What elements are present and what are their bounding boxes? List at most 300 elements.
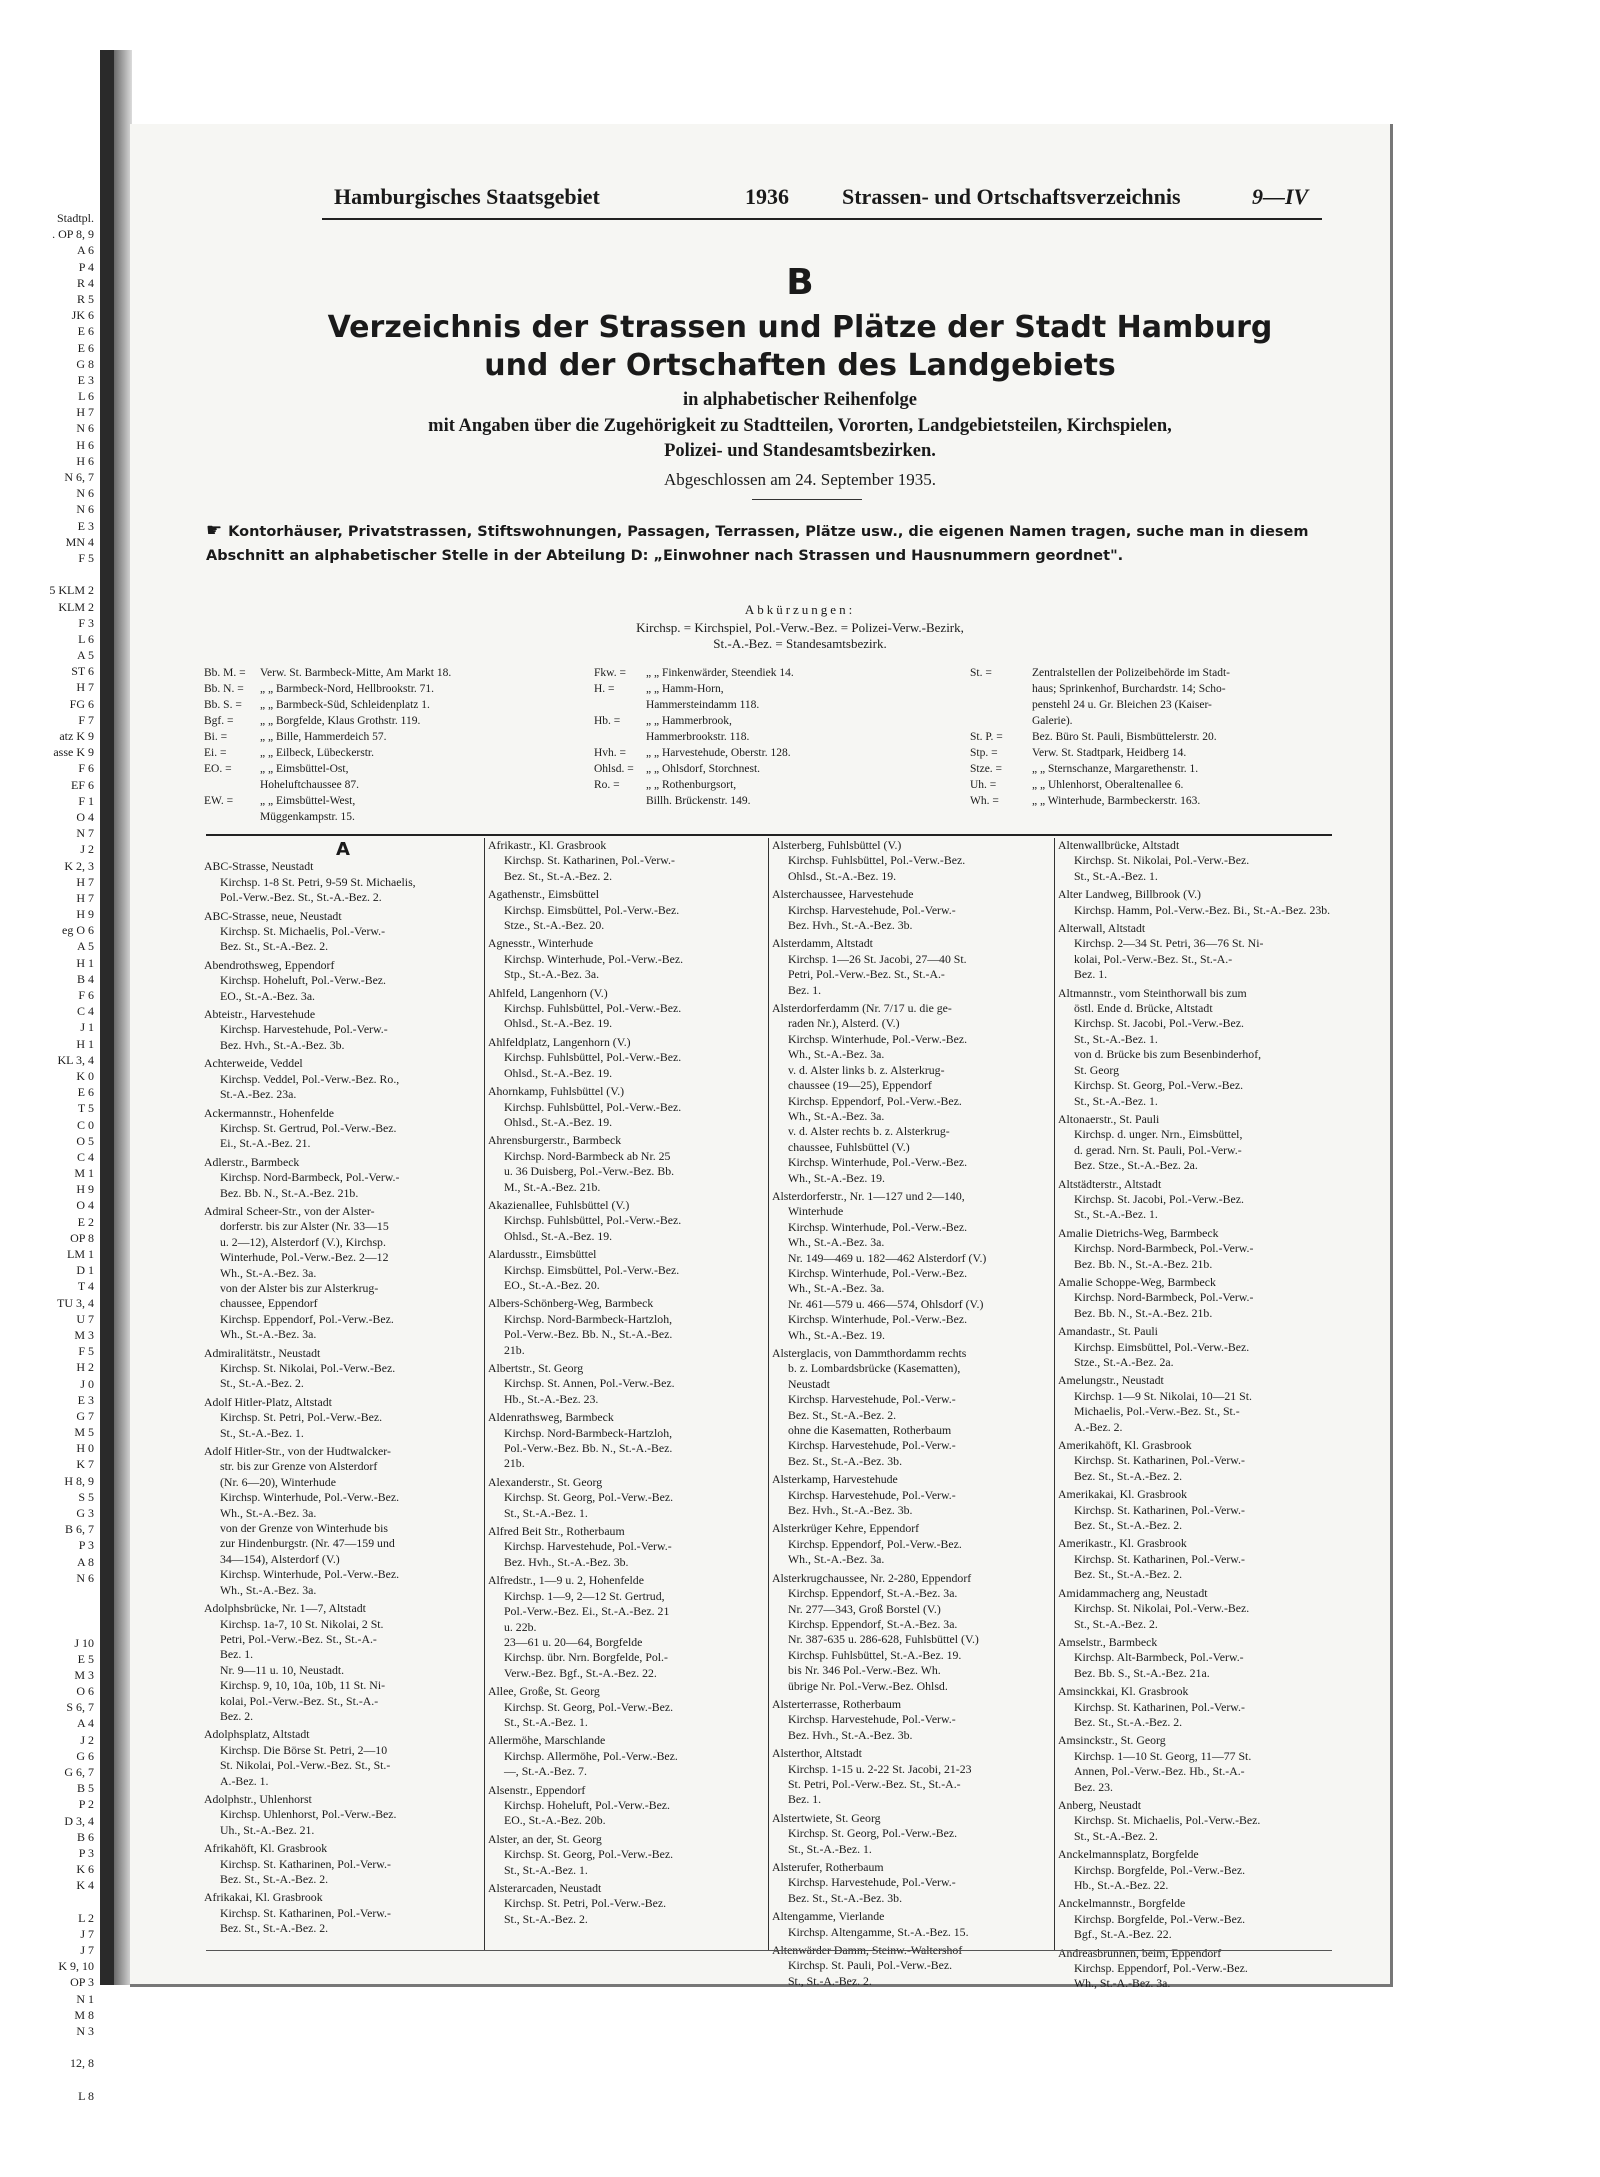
subtitle-2: mit Angaben über die Zugehörigkeit zu Stadtteilen, Vororten, Landgebietsteilen, Kirchspielen, <box>428 416 1172 436</box>
notice-text: Kontorhäuser, Privatstrassen, Stiftswohnungen, Passagen, Terrassen, Plätze usw., die eigenen Namen tragen, suche man in diesem Abschnitt an alphabetischer Stelle in der Abteilung D: „Einwohner nach Strassen und Hausnummern geordnet". <box>206 524 1309 564</box>
abbreviation-row <box>594 681 954 697</box>
street-name: Adolphstr., Uhlenhorst <box>204 1791 312 1806</box>
column-divider <box>1054 838 1055 1950</box>
street-entry <box>488 1524 766 1570</box>
street-name: Abendrothsweg, Eppendorf <box>204 957 335 972</box>
margin-reference: C 4 <box>76 1149 94 1164</box>
street-entry <box>488 1084 766 1130</box>
running-head <box>200 184 1320 218</box>
margin-reference: H 7 <box>76 405 94 420</box>
street-detail: Ohlsd., St.-A.-Bez. 19. <box>504 1228 613 1243</box>
abbreviation-value: Zentralstellen der Polizeibehörde im Stadt- <box>1032 667 1230 679</box>
directory-column-4 <box>1058 838 1334 1991</box>
directory-column-2 <box>488 838 766 1950</box>
margin-reference <box>0 566 94 582</box>
margin-reference: H 0 <box>76 1441 94 1456</box>
margin-reference: M 1 <box>74 1166 94 1181</box>
abbreviation-value: „ „ Borgfelde, Klaus Grothstr. 119. <box>260 715 421 727</box>
margin-reference: N 6 <box>76 421 94 436</box>
margin-reference: H 9 <box>76 907 94 922</box>
margin-reference: G 6, 7 <box>64 1765 94 1779</box>
street-entry <box>488 887 766 933</box>
street-detail: Kirchsp. Winterhude, Pol.-Verw.-Bez. <box>788 1312 968 1327</box>
street-detail: Uh., St.-A.-Bez. 21. <box>220 1822 315 1837</box>
street-detail: Kirchsp. Eppendorf, St.-A.-Bez. 3a. <box>788 1586 958 1601</box>
street-detail: bis Nr. 346 Pol.-Verw.-Bez. Wh. <box>788 1663 941 1678</box>
street-entry <box>204 1841 482 1887</box>
margin-reference: C 4 <box>76 1004 94 1019</box>
margin-reference: KL 3, 4 <box>57 1052 94 1067</box>
margin-reference: H 6 <box>76 453 94 468</box>
street-name: Albers-Schönberg-Weg, Barmbeck <box>488 1296 654 1311</box>
street-detail: Kirchsp. Harvestehude, Pol.-Verw.- <box>788 1875 956 1890</box>
street-detail: —, St.-A.-Bez. 7. <box>504 1764 587 1779</box>
margin-reference: MN 4 <box>65 534 94 549</box>
abbreviation-value: „ „ Eilbeck, Lübeckerstr. <box>260 747 374 759</box>
street-detail: Kirchsp. Borgfelde, Pol.-Verw.-Bez. <box>1074 1911 1246 1926</box>
street-detail: Kirchsp. Harvestehude, Pol.-Verw.- <box>788 902 956 917</box>
street-name: Ahrensburgerstr., Barmbeck <box>488 1133 622 1148</box>
page-number: 9—IV <box>1252 184 1309 209</box>
street-name: Afrikahöft, Kl. Grasbrook <box>204 1841 328 1856</box>
street-detail: Kirchsp. Nord-Barmbeck ab Nr. 25 <box>504 1148 671 1163</box>
street-detail: Bez. Hvh., St.-A.-Bez. 3b. <box>788 1503 913 1518</box>
street-detail: Pol.-Verw.-Bez. Bb. N., St.-A.-Bez. <box>504 1327 673 1342</box>
street-entry <box>1058 1226 1334 1272</box>
margin-reference <box>0 1894 94 1910</box>
street-detail: Nr. 277—343, Groß Borstel (V.) <box>788 1601 941 1616</box>
street-detail: Kirchsp. St. Katharinen, Pol.-Verw.- <box>1074 1551 1245 1566</box>
street-name: Adolphsbrücke, Nr. 1—7, Altstadt <box>204 1601 366 1616</box>
margin-reference: . OP 8, 9 <box>52 227 94 242</box>
street-detail: Bez. Bb. N., St.-A.-Bez. 21b. <box>1074 1256 1213 1271</box>
margin-reference: O 4 <box>76 809 94 824</box>
street-detail: Petri, Pol.-Verw.-Bez. St., St.-A.- <box>220 1631 377 1646</box>
street-detail: Kirchsp. St. Katharinen, Pol.-Verw.- <box>220 1905 391 1920</box>
margin-reference: H 6 <box>76 437 94 452</box>
street-name: Alsterufer, Rotherbaum <box>772 1860 884 1874</box>
margin-reference: M 5 <box>74 1425 94 1440</box>
street-entry <box>488 1881 766 1927</box>
street-detail: St., St.-A.-Bez. 1. <box>504 1505 588 1520</box>
street-detail: Verw.-Bez. Bgf., St.-A.-Bez. 22. <box>504 1665 657 1680</box>
street-detail: Kirchsp. Eppendorf, Pol.-Verw.-Bez. <box>1074 1961 1248 1976</box>
street-entry <box>204 1890 482 1936</box>
street-detail: St., St.-A.-Bez. 1. <box>504 1862 588 1877</box>
street-detail: 21b. <box>504 1456 525 1471</box>
street-detail: Stze., St.-A.-Bez. 2a. <box>1074 1355 1174 1369</box>
street-detail: Kirchsp. St. Georg, Pol.-Verw.-Bez. <box>504 1699 674 1714</box>
street-detail: Bez. St., St.-A.-Bez. 2. <box>788 1407 897 1422</box>
street-name: ABC-Strasse, neue, Neustadt <box>204 908 342 923</box>
street-entry <box>204 909 482 955</box>
margin-reference: N 1 <box>76 1991 94 2006</box>
abbreviation-value: „ „ Ohlsdorf, Storchnest. <box>646 763 761 775</box>
street-name: Altenwärder Damm, Steinw.-Waltershof <box>772 1943 963 1958</box>
street-detail: EO., St.-A.-Bez. 20. <box>504 1277 600 1292</box>
street-detail: St., St.-A.-Bez. 1. <box>504 1714 588 1729</box>
margin-reference: S 5 <box>78 1489 94 1504</box>
street-detail: Kirchsp. Winterhude, Pol.-Verw.-Bez. <box>788 1265 968 1280</box>
street-detail: Kirchsp. d. unger. Nrn., Eimsbüttel, <box>1074 1127 1243 1142</box>
street-entry <box>772 1909 1052 1940</box>
street-detail: Winterhude, Pol.-Verw.-Bez. 2—12 <box>220 1250 389 1265</box>
margin-reference: J 7 <box>80 1943 94 1958</box>
street-detail: St., St.-A.-Bez. 2. <box>788 1973 872 1988</box>
margin-reference: E 2 <box>77 1214 94 1229</box>
margin-reference: K 2, 3 <box>64 858 94 873</box>
street-entry <box>204 1346 482 1392</box>
street-name: Afrikastr., Kl. Grasbrook <box>488 838 607 852</box>
abbreviation-value: „ „ Bille, Hammerdeich 57. <box>260 731 387 743</box>
margin-reference: P 3 <box>78 1538 94 1553</box>
street-entry <box>1058 921 1334 983</box>
margin-reference: A 6 <box>76 243 94 258</box>
street-detail: Nr. 461—579 u. 466—574, Ohlsdorf (V.) <box>788 1296 984 1311</box>
abbreviation-row <box>970 713 1330 729</box>
street-detail: Kirchsp. Harvestehude, Pol.-Verw.- <box>220 1022 388 1037</box>
street-detail: 23—61 u. 20—64, Borgfelde <box>504 1634 643 1649</box>
street-entry <box>488 1684 766 1730</box>
street-name: Alfredstr., 1—9 u. 2, Hohenfelde <box>488 1573 644 1588</box>
margin-reference: P 4 <box>78 259 94 274</box>
street-detail: Kirchsp. 9, 10, 10a, 10b, 11 St. Ni- <box>220 1678 386 1693</box>
abbreviation-row <box>204 809 534 825</box>
margin-reference: C 0 <box>76 1117 94 1132</box>
street-detail: Wh., St.-A.-Bez. 19. <box>788 1327 885 1342</box>
street-detail: Bez. 1. <box>788 1792 822 1807</box>
margin-reference: L 2 <box>78 1910 94 1925</box>
street-name: Adolf Hitler-Str., von der Hudtwalcker- <box>204 1444 391 1459</box>
street-name: Alster, an der, St. Georg <box>488 1831 602 1846</box>
street-detail: u. 22b. <box>504 1619 537 1634</box>
margin-reference: P 2 <box>78 1797 94 1812</box>
abbreviation-row <box>970 793 1330 809</box>
street-name: Ackermannstr., Hohenfelde <box>204 1105 335 1120</box>
margin-reference: F 6 <box>78 761 94 776</box>
street-entry <box>772 1521 1052 1567</box>
margin-reference: D 1 <box>76 1263 94 1278</box>
street-detail: übrige Nr. Pol.-Verw.-Bez. Ohlsd. <box>788 1678 948 1693</box>
abbreviation-value: „ „ Barmbeck-Süd, Schleidenplatz 1. <box>260 699 430 711</box>
street-detail: d. gerad. Nrn. St. Pauli, Pol.-Verw.- <box>1074 1142 1242 1157</box>
abbreviation-value: Billh. Brückenstr. 149. <box>646 795 751 807</box>
street-detail: Bez. 23. <box>1074 1779 1113 1794</box>
street-detail: Wh., St.-A.-Bez. 3a. <box>220 1505 317 1520</box>
street-detail: v. d. Alster rechts b. z. Alsterkrug- <box>788 1124 950 1139</box>
street-detail: Winterhude <box>788 1204 844 1219</box>
header-year: 1936 <box>745 184 789 209</box>
margin-reference: G 3 <box>76 1506 94 1520</box>
street-detail: Kirchsp. Fuhlsbüttel, Pol.-Verw.-Bez. <box>504 1001 682 1016</box>
margin-reference: B 6, 7 <box>64 1522 94 1537</box>
margin-reference: O 4 <box>76 1198 94 1213</box>
street-entry <box>488 1410 766 1472</box>
margin-reference: N 6 <box>76 1570 94 1585</box>
street-name: ABC-Strasse, Neustadt <box>204 859 314 874</box>
street-detail: Nr. 9—11 u. 10, Neustadt. <box>220 1662 345 1677</box>
street-entry <box>488 1475 766 1521</box>
street-detail: Kirchsp. Winterhude, Pol.-Verw.-Bez. <box>220 1490 400 1505</box>
street-detail: Bez. Bb. N., St.-A.-Bez. 21b. <box>1074 1305 1213 1320</box>
margin-reference: F 7 <box>78 712 94 727</box>
street-detail: Bez. Bb. S., St.-A.-Bez. 21a. <box>1074 1665 1210 1680</box>
street-name: Albertstr., St. Georg <box>488 1361 584 1375</box>
subtitle-3: Polizei- und Standesamtsbezirken. <box>664 441 936 461</box>
street-detail: Kirchsp. Harvestehude, Pol.-Verw.- <box>788 1438 956 1453</box>
street-entry <box>204 1204 482 1343</box>
street-name: Agathenstr., Eimsbüttel <box>488 887 600 902</box>
street-detail: Ohlsd., St.-A.-Bez. 19. <box>788 868 897 883</box>
street-name: Alsterkamp, Harvestehude <box>772 1472 898 1487</box>
street-entry <box>1058 1798 1334 1844</box>
abbreviation-value: „ „ Uhlenhorst, Oberaltenallee 6. <box>1032 779 1184 791</box>
street-name: Alsterkrüger Kehre, Eppendorf <box>772 1521 920 1536</box>
street-detail: Hb., St.-A.-Bez. 22. <box>1074 1878 1169 1892</box>
street-detail: Kirchsp. 1-8 St. Petri, 9-59 St. Michaelis, <box>220 874 416 889</box>
abbreviation-row <box>970 697 1330 713</box>
margin-reference: K 4 <box>76 1878 94 1893</box>
abbreviation-row <box>594 761 954 777</box>
street-entry <box>772 1001 1052 1186</box>
margin-reference: Stadtpl. <box>56 211 94 225</box>
abbreviations-line-2: St.-A.-Bez. = Standesamtsbezirk. <box>713 636 887 651</box>
margin-reference: asse K 9 <box>53 745 94 760</box>
street-entry <box>772 1811 1052 1857</box>
divider-short <box>752 499 862 500</box>
margin-reference: H 7 <box>76 680 94 695</box>
abbreviation-key: Uh. = <box>970 779 997 791</box>
street-detail: Kirchsp. St. Nikolai, Pol.-Verw.-Bez. <box>1074 853 1250 868</box>
street-detail: Bez. St., St.-A.-Bez. 2. <box>1074 1567 1183 1582</box>
street-name: Alter Landweg, Billbrook (V.) <box>1058 887 1201 902</box>
abbreviation-row <box>204 793 534 809</box>
street-entry <box>488 1832 766 1878</box>
street-detail: Hb., St.-A.-Bez. 23. <box>504 1391 599 1406</box>
street-detail: Bgf., St.-A.-Bez. 22. <box>1074 1927 1172 1942</box>
abbreviation-key: EW. = <box>204 795 234 807</box>
street-entry <box>1058 986 1334 1109</box>
margin-reference: J 10 <box>74 1635 94 1650</box>
margin-reference: T 4 <box>77 1279 94 1294</box>
street-detail: Kirchsp. Die Börse St. Petri, 2—10 <box>220 1742 388 1757</box>
abbreviation-row <box>594 665 954 681</box>
margin-reference: A 5 <box>76 939 94 954</box>
street-detail: Kirchsp. Allermöhe, Pol.-Verw.-Bez. <box>504 1748 678 1763</box>
margin-reference: H 9 <box>76 1182 94 1197</box>
street-detail: Wh., St.-A.-Bez. 3a. <box>788 1281 885 1296</box>
street-name: Abteistr., Harvestehude <box>204 1007 316 1022</box>
directory-column-1 <box>204 838 482 1950</box>
street-entry <box>488 1783 766 1829</box>
street-detail: Kirchsp. Fuhlsbüttel, Pol.-Verw.-Bez. <box>788 853 966 868</box>
margin-reference: E 3 <box>77 518 94 533</box>
abbreviation-key: Ohlsd. = <box>594 763 634 775</box>
street-name: Amandastr., St. Pauli <box>1058 1324 1158 1339</box>
margin-reference: OP 8 <box>70 1230 94 1245</box>
street-name: Allee, Große, St. Georg <box>488 1684 600 1699</box>
abbreviation-key: Bb. S. = <box>204 699 242 711</box>
street-name: Akazienallee, Fuhlsbüttel (V.) <box>488 1197 630 1212</box>
street-detail: St., St.-A.-Bez. 1. <box>220 1425 304 1440</box>
street-detail: Kirchsp. Harvestehude, Pol.-Verw.- <box>788 1487 956 1502</box>
abbreviation-row <box>970 761 1330 777</box>
street-detail: Kirchsp. St. Annen, Pol.-Verw.-Bez. <box>504 1376 675 1391</box>
section-letter: B <box>786 262 814 303</box>
street-detail: St., St.-A.-Bez. 1. <box>788 1841 872 1856</box>
street-detail: Bez. St., St.-A.-Bez. 2. <box>220 1872 329 1886</box>
closing-date: Abgeschlossen am 24. September 1935. <box>664 470 936 489</box>
margin-reference: B 6 <box>76 1829 94 1844</box>
street-detail: Kirchsp. Nord-Barmbeck-Hartzloh, <box>504 1311 673 1326</box>
abbreviation-key: Stp. = <box>970 747 998 759</box>
street-entry <box>1058 1586 1334 1632</box>
street-entry <box>1058 1684 1334 1730</box>
street-detail: Wh., St.-A.-Bez. 3a. <box>220 1582 317 1597</box>
street-detail: Bez. 1. <box>220 1647 254 1662</box>
abbreviation-value: „ „ Harvestehude, Oberstr. 128. <box>646 747 791 759</box>
street-name: Alsterkrugchaussee, Nr. 2-280, Eppendorf <box>772 1570 972 1585</box>
street-name: Anberg, Neustadt <box>1058 1797 1141 1812</box>
abbreviation-key: St. P. = <box>970 731 1003 743</box>
street-entry <box>1058 1438 1334 1484</box>
street-detail: Kirchsp. 1—26 St. Jacobi, 27—40 St. <box>788 951 967 966</box>
abbreviation-value: Hoheluftchaussee 87. <box>260 779 359 791</box>
street-entry <box>772 1697 1052 1743</box>
street-name: Alsterdamm, Altstadt <box>772 936 873 951</box>
abbreviation-row <box>204 681 534 697</box>
abbreviation-value: Galerie). <box>1032 715 1073 727</box>
street-entry <box>772 1472 1052 1518</box>
street-name: Andreasbrunnen, beim, Eppendorf <box>1058 1945 1222 1960</box>
abbreviation-row <box>204 713 534 729</box>
street-detail: Pol.-Verw.-Bez. Ei., St.-A.-Bez. 21 <box>504 1604 670 1619</box>
street-name: Amerikastr., Kl. Grasbrook <box>1058 1536 1187 1551</box>
header-rule <box>322 218 1322 220</box>
street-detail: Annen, Pol.-Verw.-Bez. Hb., St.-A.- <box>1074 1764 1245 1779</box>
street-detail: Kirchsp. übr. Nrn. Borgfelde, Pol.- <box>504 1650 668 1665</box>
street-entry <box>488 936 766 982</box>
street-detail: Bez. St., St.-A.-Bez. 2. <box>1074 1518 1183 1533</box>
street-name: Alsterglacis, von Dammthordamm rechts <box>772 1346 967 1360</box>
street-detail: Kirchsp. Nord-Barmbeck, Pol.-Verw.- <box>220 1170 400 1185</box>
pointing-hand-icon: ☛ <box>206 520 223 541</box>
street-entry <box>1058 1946 1334 1992</box>
street-detail: Kirchsp. 1—10 St. Georg, 11—77 St. <box>1074 1748 1252 1763</box>
margin-reference: H 1 <box>76 1036 94 1051</box>
street-entry <box>1058 1275 1334 1321</box>
abbreviation-row <box>204 777 534 793</box>
margin-reference: T 5 <box>77 1101 94 1116</box>
street-entry <box>1058 1177 1334 1223</box>
street-detail: St., St.-A.-Bez. 2. <box>220 1376 304 1391</box>
margin-reference: S 6, 7 <box>66 1700 94 1715</box>
street-entry <box>772 838 1052 884</box>
street-entry <box>488 1573 766 1681</box>
street-name: Adolphsplatz, Altstadt <box>204 1727 310 1742</box>
abbreviation-row <box>970 729 1330 745</box>
street-detail: Ohlsd., St.-A.-Bez. 19. <box>504 1065 613 1080</box>
street-detail: Kirchsp. Winterhude, Pol.-Verw.-Bez. <box>504 951 684 966</box>
street-detail: Kirchsp. Eimsbüttel, Pol.-Verw.-Bez. <box>1074 1339 1250 1354</box>
street-entry <box>772 1860 1052 1906</box>
margin-reference: E 6 <box>77 324 94 339</box>
street-detail: Kirchsp. Harvestehude, Pol.-Verw.- <box>504 1539 672 1554</box>
street-detail: Bez. Hvh., St.-A.-Bez. 3b. <box>788 1727 913 1742</box>
street-detail: Ei., St.-A.-Bez. 21. <box>220 1136 311 1151</box>
title-line-2: und der Ortschaften des Landgebiets <box>484 348 1116 383</box>
abbreviation-key: EO. = <box>204 763 232 775</box>
street-detail: kolai, Pol.-Verw.-Bez. St., St.-A.- <box>1074 951 1233 966</box>
street-detail: östl. Ende d. Brücke, Altstadt <box>1074 1001 1213 1016</box>
street-detail: v. d. Alster links b. z. Alsterkrug- <box>788 1062 945 1077</box>
street-detail: St., St.-A.-Bez. 1. <box>1074 868 1158 883</box>
street-detail: Stp., St.-A.-Bez. 3a. <box>504 967 600 982</box>
margin-reference: L 6 <box>78 389 94 404</box>
margin-reference: N 3 <box>76 2024 94 2038</box>
street-detail: Bez. Stze., St.-A.-Bez. 2a. <box>1074 1158 1198 1173</box>
street-entry <box>772 1746 1052 1808</box>
abbreviation-value: „ „ Finkenwärder, Steendiek 14. <box>646 667 794 679</box>
margin-reference: 12, 8 <box>70 2056 94 2071</box>
street-detail: Stze., St.-A.-Bez. 20. <box>504 918 605 933</box>
margin-reference: TU 3, 4 <box>57 1295 94 1310</box>
directory-bottom-rule <box>206 1950 1332 1951</box>
street-detail: St., St.-A.-Bez. 2. <box>1074 1616 1158 1631</box>
street-detail: von der Alster bis zur Alsterkrug- <box>220 1280 379 1295</box>
street-detail: Nr. 387-635 u. 286-628, Fuhlsbüttel (V.) <box>788 1632 979 1647</box>
street-detail: Kirchsp. Harvestehude, Pol.-Verw.- <box>788 1712 956 1727</box>
margin-reference <box>0 2039 94 2055</box>
street-detail: Bez. 1. <box>1074 967 1108 982</box>
street-entry <box>204 1106 482 1152</box>
street-name: Alterwall, Altstadt <box>1058 921 1146 936</box>
street-detail: Kirchsp. Veddel, Pol.-Verw.-Bez. Ro., <box>220 1071 400 1086</box>
street-detail: Kirchsp. Fuhlsbüttel, Pol.-Verw.-Bez. <box>504 1099 682 1114</box>
margin-reference: eg O 6 <box>62 923 94 938</box>
abbreviation-key: Bgf. = <box>204 715 234 727</box>
street-detail: Kirchsp. Eimsbüttel, Pol.-Verw.-Bez. <box>504 1262 680 1277</box>
street-detail: Pol.-Verw.-Bez. St., St.-A.-Bez. 2. <box>220 890 382 905</box>
abbreviation-row <box>594 697 954 713</box>
abbreviation-value: „ „ Winterhude, Barmbeckerstr. 163. <box>1032 795 1201 807</box>
abbreviation-row <box>594 793 954 809</box>
street-detail: Kirchsp. Alt-Barmbeck, Pol.-Verw.- <box>1074 1650 1244 1665</box>
abbreviation-key: Hvh. = <box>594 747 627 759</box>
margin-reference: U 7 <box>76 1311 94 1326</box>
abbreviation-value: „ „ Hamm-Horn, <box>646 683 724 695</box>
margin-reference: FG 6 <box>69 696 94 711</box>
street-detail: Kirchsp. 1—9 St. Nikolai, 10—21 St. <box>1074 1388 1252 1403</box>
street-detail: Wh., St.-A.-Bez. 3a. <box>788 1552 885 1567</box>
street-detail: Kirchsp. St. Katharinen, Pol.-Verw.- <box>1074 1502 1245 1517</box>
margin-reference: J 2 <box>80 1732 94 1747</box>
street-entry <box>204 1601 482 1724</box>
street-detail: Wh., St.-A.-Bez. 3a. <box>788 1047 885 1062</box>
street-detail: St., St.-A.-Bez. 2. <box>1074 1828 1158 1843</box>
street-detail: Kirchsp. St. Georg, Pol.-Verw.-Bez. <box>504 1490 674 1505</box>
street-detail: Kirchsp. St. Jacobi, Pol.-Verw.-Bez. <box>1074 1016 1244 1031</box>
street-detail: Bez. St., St.-A.-Bez. 3b. <box>788 1453 903 1468</box>
abbreviation-value: „ „ Eimsbüttel-Ost, <box>260 763 349 775</box>
street-detail: raden Nr.), Alsterd. (V.) <box>788 1016 900 1031</box>
margin-reference: J 7 <box>80 1926 94 1941</box>
abbreviation-key: H. = <box>594 683 615 695</box>
street-entry <box>488 1733 766 1779</box>
street-detail: Kirchsp. St. Georg, Pol.-Verw.-Bez. <box>504 1847 674 1862</box>
street-detail: Kirchsp. Harvestehude, Pol.-Verw.- <box>788 1392 956 1407</box>
street-detail: Kirchsp. 1—9, 2—12 St. Gertrud, <box>504 1588 665 1603</box>
